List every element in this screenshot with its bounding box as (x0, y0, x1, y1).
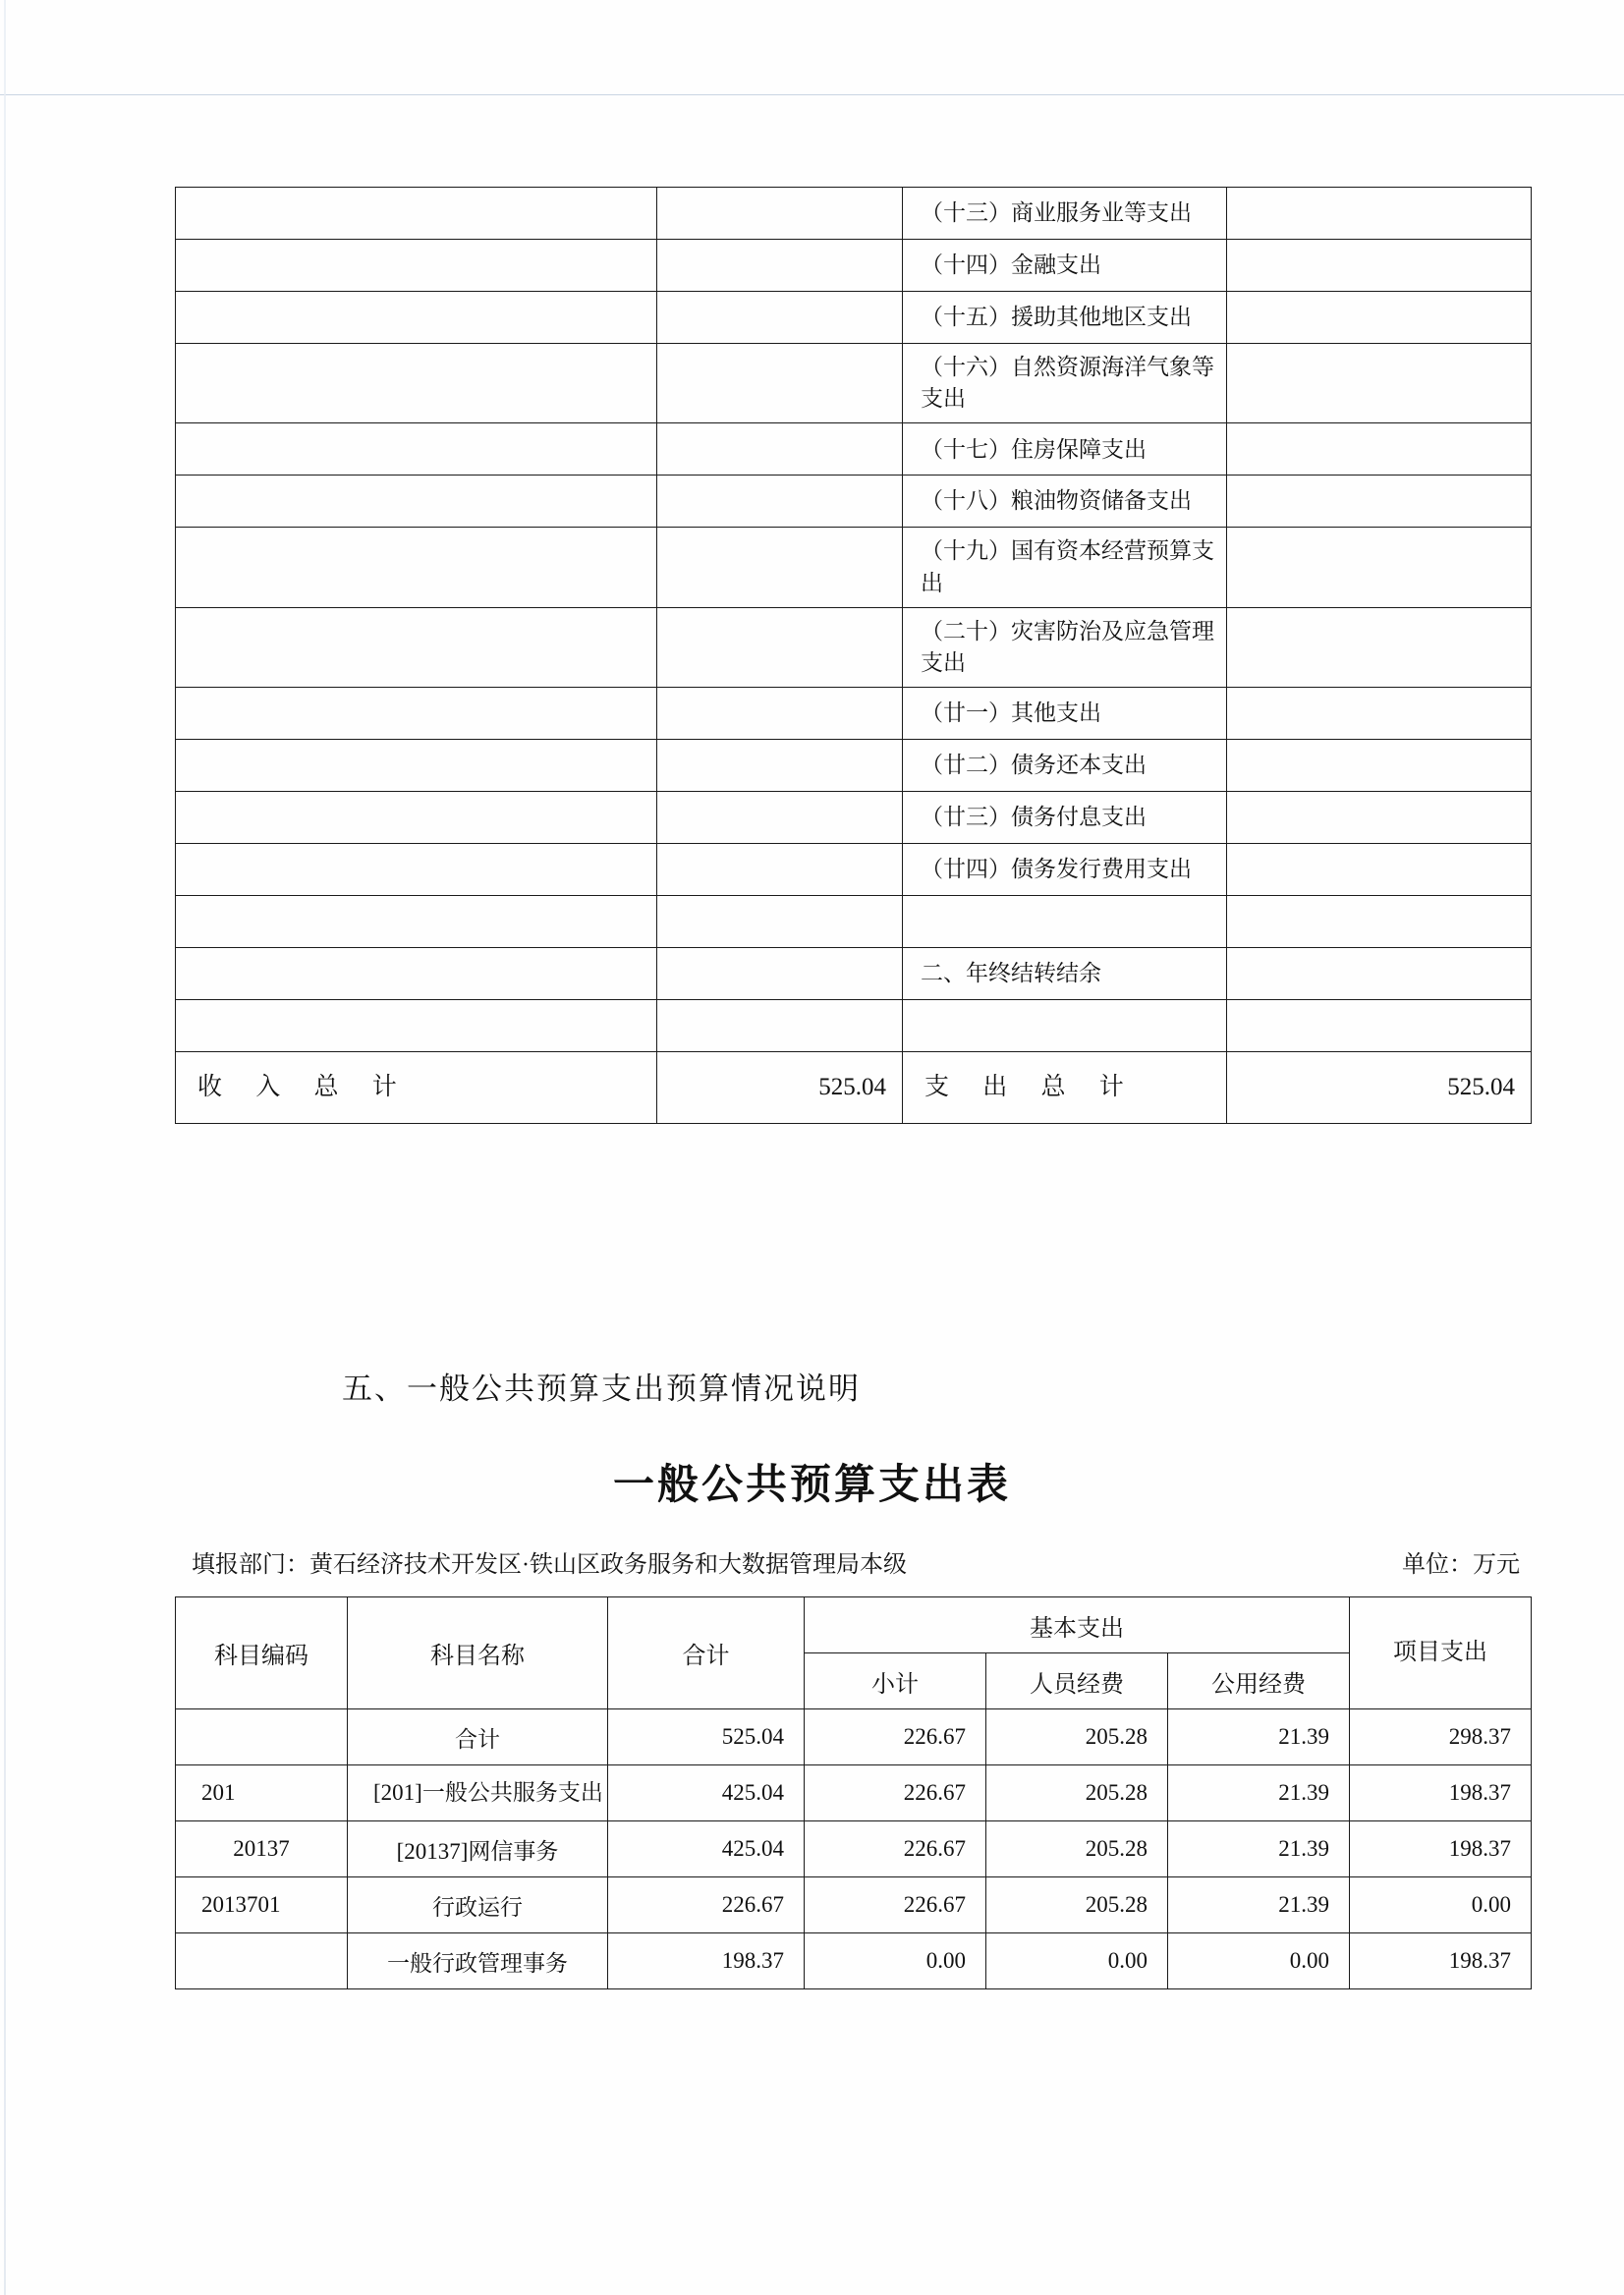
cell-total: 198.37 (608, 1933, 805, 1989)
cell-code: 201 (176, 1765, 348, 1821)
cell-expense-value (1227, 607, 1532, 687)
cell-public: 0.00 (1168, 1933, 1350, 1989)
cell-income-label (176, 423, 657, 476)
cell-expense-value (1227, 896, 1532, 948)
department-label: 填报部门：黄石经济技术开发区·铁山区政务服务和大数据管理局本级 (192, 1552, 907, 1578)
cell-expense-label: （二十）灾害防治及应急管理支出 (903, 607, 1227, 687)
section-heading: 五、一般公共预算支出预算情况说明 (342, 1371, 861, 1407)
cell-project: 198.37 (1350, 1765, 1532, 1821)
unit-label: 单位：万元 (1402, 1552, 1520, 1578)
table-row (176, 292, 1532, 344)
cell-expense-value (1227, 423, 1532, 476)
cell-personnel: 205.28 (986, 1765, 1168, 1821)
cell-subtotal: 226.67 (805, 1709, 986, 1765)
cell-income-label (176, 607, 657, 687)
cell-name: 行政运行 (348, 1877, 608, 1933)
cell-income-value (657, 792, 903, 844)
cell-personnel: 0.00 (986, 1933, 1168, 1989)
cell-name: [201]一般公共服务支出 (348, 1765, 608, 1821)
cell-expense-label: （廿三）债务付息支出 (903, 792, 1227, 844)
expense-total-label: 支 出 总 计 (903, 1052, 1227, 1124)
header-code: 科目编码 (176, 1597, 348, 1709)
table-row (176, 1709, 1532, 1765)
header-total: 合计 (608, 1597, 805, 1709)
table-row (176, 740, 1532, 792)
table-meta (192, 1544, 1528, 1579)
cell-public: 21.39 (1168, 1709, 1350, 1765)
cell-expense-value (1227, 948, 1532, 1000)
table-row (176, 607, 1532, 687)
cell-expense-value (1227, 792, 1532, 844)
cell-expense-value (1227, 1000, 1532, 1052)
cell-expense-label: （十四）金融支出 (903, 240, 1227, 292)
cell-expense-label (903, 896, 1227, 948)
cell-income-value (657, 292, 903, 344)
cell-subtotal: 226.67 (805, 1765, 986, 1821)
cell-subtotal: 226.67 (805, 1877, 986, 1933)
cell-income-label (176, 292, 657, 344)
cell-expense-value (1227, 528, 1532, 607)
cell-income-label (176, 688, 657, 740)
cell-personnel: 205.28 (986, 1709, 1168, 1765)
cell-personnel: 205.28 (986, 1821, 1168, 1877)
cell-total: 226.67 (608, 1877, 805, 1933)
cell-income-value (657, 607, 903, 687)
header-project: 项目支出 (1350, 1597, 1532, 1709)
table-row (176, 1821, 1532, 1877)
cell-expense-label: （十七）住房保障支出 (903, 423, 1227, 476)
cell-income-value (657, 844, 903, 896)
cell-income-value (657, 948, 903, 1000)
cell-income-label (176, 896, 657, 948)
cell-expense-label (903, 1000, 1227, 1052)
cell-public: 21.39 (1168, 1821, 1350, 1877)
cell-project: 198.37 (1350, 1821, 1532, 1877)
cell-income-value (657, 423, 903, 476)
table-row (176, 688, 1532, 740)
header-subtotal: 小计 (805, 1653, 986, 1709)
cell-income-value (657, 1000, 903, 1052)
table-row (176, 240, 1532, 292)
cell-total: 425.04 (608, 1821, 805, 1877)
cell-income-label (176, 792, 657, 844)
scan-edge (4, 0, 6, 2295)
cell-income-value (657, 528, 903, 607)
table-row (176, 1877, 1532, 1933)
cell-code: 20137 (176, 1821, 348, 1877)
table-row (176, 844, 1532, 896)
cell-project: 298.37 (1350, 1709, 1532, 1765)
table-row (176, 476, 1532, 528)
cell-expense-value (1227, 292, 1532, 344)
cell-subtotal: 226.67 (805, 1821, 986, 1877)
cell-income-label (176, 844, 657, 896)
cell-code (176, 1709, 348, 1765)
cell-income-label (176, 528, 657, 607)
cell-expense-label: （廿四）债务发行费用支出 (903, 844, 1227, 896)
table-row (176, 896, 1532, 948)
income-total-label: 收 入 总 计 (176, 1052, 657, 1124)
cell-name: 一般行政管理事务 (348, 1933, 608, 1989)
cell-expense-label: （十六）自然资源海洋气象等支出 (903, 344, 1227, 423)
cell-income-label (176, 188, 657, 240)
cell-income-value (657, 476, 903, 528)
page-title: 一般公共预算支出表 (612, 1463, 1011, 1508)
cell-income-value (657, 344, 903, 423)
table-row (176, 344, 1532, 423)
cell-income-label (176, 1000, 657, 1052)
table-row (176, 188, 1532, 240)
header-basic: 基本支出 (805, 1597, 1350, 1653)
cell-public: 21.39 (1168, 1877, 1350, 1933)
cell-expense-value (1227, 476, 1532, 528)
cell-income-label (176, 240, 657, 292)
cell-total: 425.04 (608, 1765, 805, 1821)
cell-code (176, 1933, 348, 1989)
cell-expense-label: （廿二）债务还本支出 (903, 740, 1227, 792)
cell-income-label (176, 344, 657, 423)
cell-expense-value (1227, 188, 1532, 240)
cell-expense-label: （十九）国有资本经营预算支出 (903, 528, 1227, 607)
cell-income-label (176, 476, 657, 528)
expenditure-table (175, 1596, 1532, 1989)
revenue-expenditure-table (175, 187, 1532, 1124)
cell-subtotal: 0.00 (805, 1933, 986, 1989)
cell-expense-value (1227, 844, 1532, 896)
cell-project: 198.37 (1350, 1933, 1532, 1989)
cell-income-value (657, 896, 903, 948)
cell-expense-label: （十五）援助其他地区支出 (903, 292, 1227, 344)
cell-expense-value (1227, 688, 1532, 740)
table-row (176, 1000, 1532, 1052)
table-header-row (176, 1597, 1532, 1653)
header-public: 公用经费 (1168, 1653, 1350, 1709)
cell-expense-value (1227, 740, 1532, 792)
cell-name: [20137]网信事务 (348, 1821, 608, 1877)
cell-income-value (657, 240, 903, 292)
table-row (176, 528, 1532, 607)
cell-expense-label: （十八）粮油物资储备支出 (903, 476, 1227, 528)
cell-expense-value (1227, 344, 1532, 423)
table-row (176, 792, 1532, 844)
cell-expense-value (1227, 240, 1532, 292)
table-row-total (176, 1052, 1532, 1124)
header-name: 科目名称 (348, 1597, 608, 1709)
header-personnel: 人员经费 (986, 1653, 1168, 1709)
table-row (176, 948, 1532, 1000)
scan-line (0, 94, 1624, 95)
table-row (176, 1765, 1532, 1821)
table-row (176, 423, 1532, 476)
cell-expense-label: （廿一）其他支出 (903, 688, 1227, 740)
expense-total-value: 525.04 (1227, 1052, 1532, 1124)
cell-total: 525.04 (608, 1709, 805, 1765)
cell-expense-label: 二、年终结转结余 (903, 948, 1227, 1000)
cell-income-value (657, 188, 903, 240)
cell-expense-label: （十三）商业服务业等支出 (903, 188, 1227, 240)
cell-project: 0.00 (1350, 1877, 1532, 1933)
table-row (176, 1933, 1532, 1989)
income-total-value: 525.04 (657, 1052, 903, 1124)
cell-income-label (176, 948, 657, 1000)
cell-code: 2013701 (176, 1877, 348, 1933)
cell-income-label (176, 740, 657, 792)
cell-public: 21.39 (1168, 1765, 1350, 1821)
cell-name: 合计 (348, 1709, 608, 1765)
cell-income-value (657, 688, 903, 740)
cell-personnel: 205.28 (986, 1877, 1168, 1933)
cell-income-value (657, 740, 903, 792)
